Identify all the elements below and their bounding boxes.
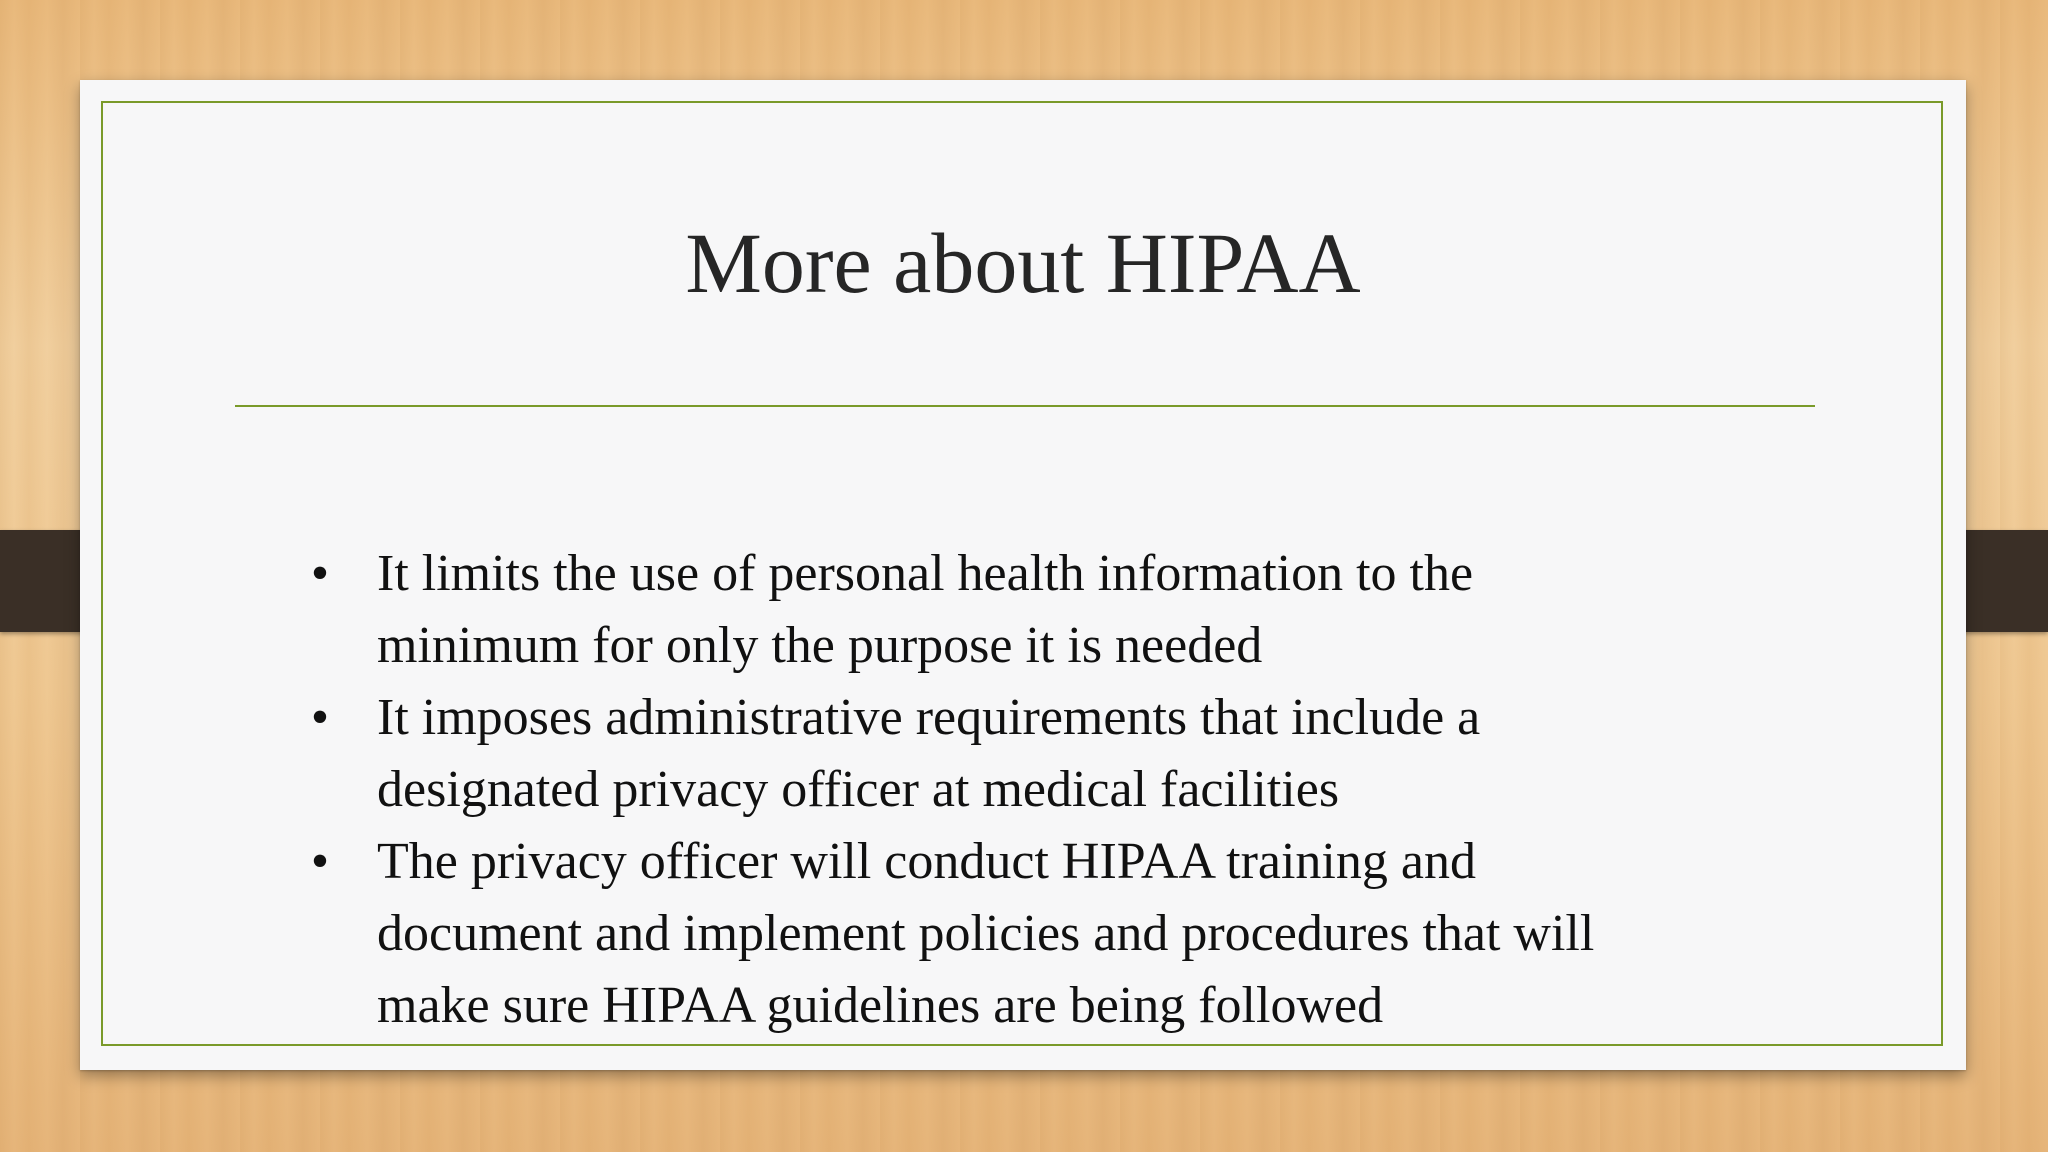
bullet-1-line-2: minimum for only the purpose it is needed [377, 617, 1263, 674]
bullet-1-line-1: It limits the use of personal health information to the [377, 545, 1474, 602]
bullet-item-2 [300, 682, 1800, 826]
bullet-2-line-1: It imposes administrative requirements that include a [377, 689, 1481, 746]
bullet-dot-icon: • [310, 689, 330, 746]
slide-paper [80, 80, 1966, 1070]
bullet-3-line-1: The privacy officer will conduct HIPAA training and [377, 833, 1476, 890]
bullet-dot-icon: • [310, 545, 330, 602]
bullet-2-line-2: designated privacy officer at medical facilities [377, 761, 1340, 818]
bullet-item-3 [300, 826, 1800, 1042]
bullet-dot-icon: • [310, 833, 330, 890]
slide-title: More about HIPAA [685, 215, 1361, 311]
bullet-3-line-2: document and implement policies and procedures that will [377, 905, 1595, 962]
bullet-list [300, 538, 1800, 1042]
title-divider [235, 405, 1815, 407]
bullet-item-1 [300, 538, 1800, 682]
bullet-3-line-3: make sure HIPAA guidelines are being followed [377, 977, 1384, 1034]
